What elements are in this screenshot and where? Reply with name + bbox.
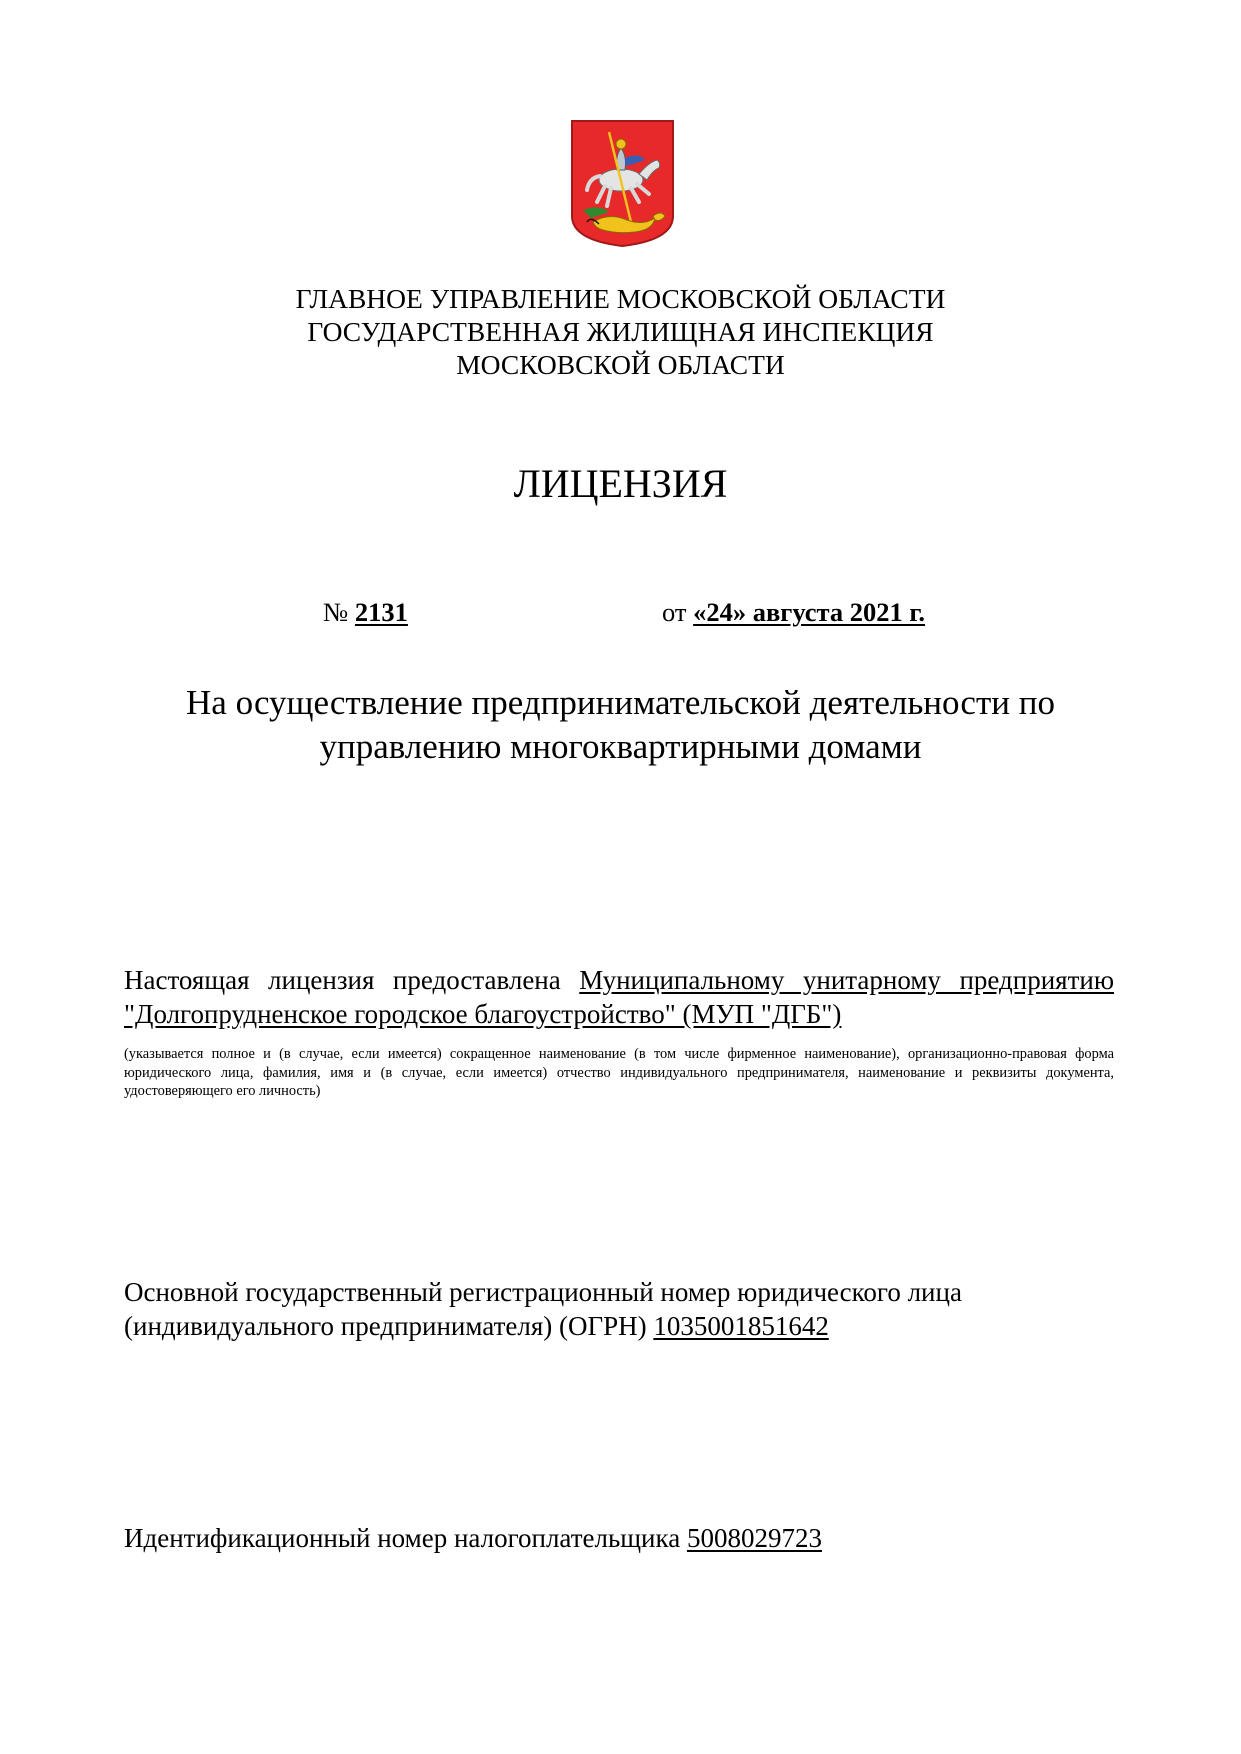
- number-prefix: №: [323, 597, 349, 627]
- purpose-line: На осуществление предпринимательской деятельности по: [186, 683, 1055, 722]
- authority-line: ГОСУДАРСТВЕННАЯ ЖИЛИЩНАЯ ИНСПЕКЦИЯ: [307, 316, 934, 347]
- issuing-authority: [120, 282, 1121, 381]
- number-value: 2131: [354, 597, 408, 627]
- inn-paragraph: [124, 1521, 1114, 1555]
- license-purpose: [120, 681, 1121, 769]
- licensee-paragraph: [124, 963, 1114, 1031]
- licensee-note: (указывается полное и (в случае, если имеется) сокращенное наименование (в том числе фирменное наименование), организационно-правовая форма юридического лица, фамилия, имя и (в случае, если имеется) отчество индивидуального предпринимателя, наименование и реквизиты документа, удостоверяющего его личность): [124, 1046, 1114, 1099]
- document-title: ЛИЦЕНЗИЯ: [513, 461, 728, 506]
- ogrn-value: 1035001851642: [653, 1311, 829, 1341]
- moscow-oblast-coat-of-arms-icon: [569, 118, 676, 248]
- licensee-name: Муниципальному унитарному предприятию "Долгопрудненское городское благоустройство" (МУП "ДГБ"): [124, 965, 1114, 1029]
- authority-line: ГЛАВНОЕ УПРАВЛЕНИЕ МОСКОВСКОЙ ОБЛАСТИ: [295, 283, 946, 314]
- license-number: [323, 596, 408, 628]
- purpose-line: управлению многоквартирными домами: [319, 727, 922, 766]
- ogrn-paragraph: [124, 1275, 1114, 1343]
- date-value: «24» августа 2021 г.: [693, 597, 926, 627]
- authority-line: МОСКОВСКОЙ ОБЛАСТИ: [456, 349, 785, 380]
- inn-value: 5008029723: [686, 1523, 822, 1553]
- coat-of-arms-icon: [569, 118, 676, 248]
- ogrn-label: Основной государственный регистрационный номер юридического лица (индивидуального предпринимателя) (ОГРН): [124, 1277, 962, 1341]
- date-prefix: от: [662, 597, 687, 627]
- license-date: [662, 596, 925, 628]
- licensee-lead-text: Настоящая лицензия предоставлена: [124, 965, 561, 995]
- inn-label: Идентификационный номер налогоплательщика: [124, 1523, 681, 1553]
